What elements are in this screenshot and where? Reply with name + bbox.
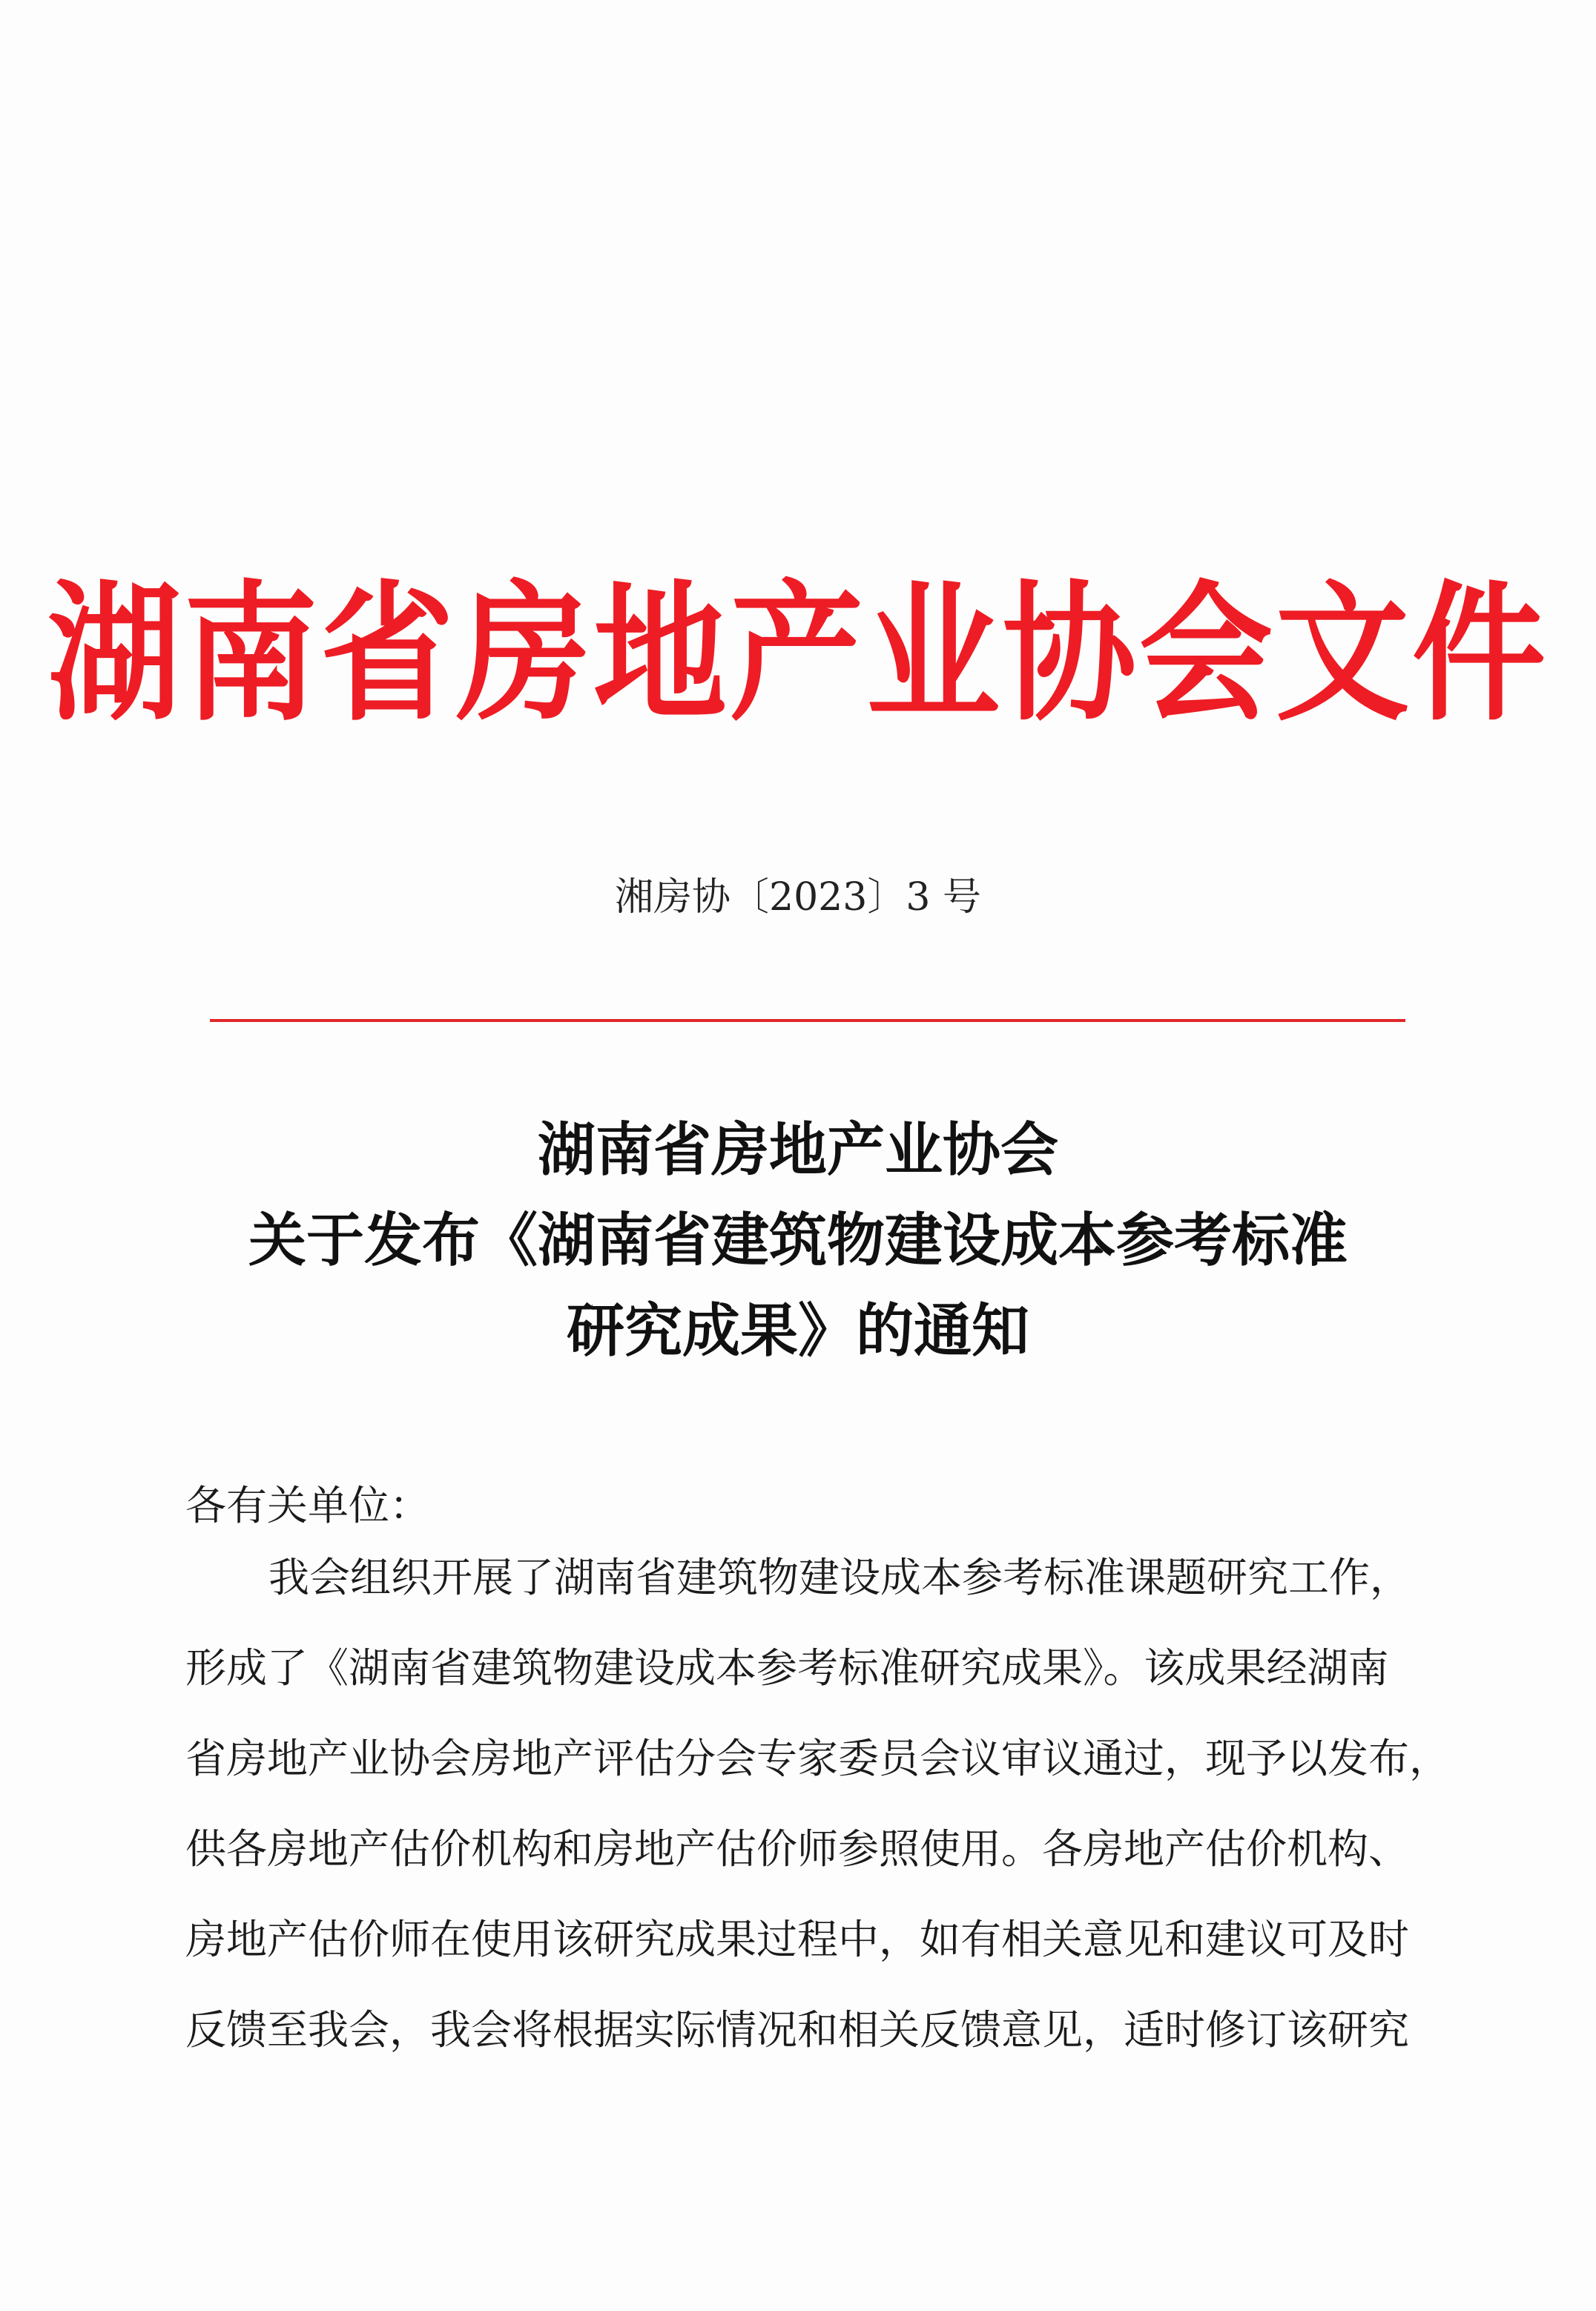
notice-title-line-2: 关于发布《湖南省建筑物建设成本参考标准 [248, 1207, 1348, 1274]
body-line: 反馈至我会，我会将根据实际情况和相关反馈意见，适时修订该研究 [185, 2006, 1410, 2054]
body-paragraph [185, 1532, 1451, 2075]
body-line: 房地产估价师在使用该研究成果过程中，如有相关意见和建议可及时 [185, 1916, 1410, 1963]
notice-title [0, 1105, 1596, 1377]
body-line: 形成了《湖南省建筑物建设成本参考标准研究成果》。该成果经湖南 [185, 1644, 1389, 1692]
body-line: 供各房地产估价机构和房地产估价师参照使用。各房地产估价机构、 [185, 1825, 1410, 1873]
body-line: 我会组织开展了湖南省建筑物建设成本参考标准课题研究工作， [268, 1554, 1411, 1601]
notice-title-line-1: 湖南省房地产业协会 [537, 1116, 1058, 1184]
masthead-title: 湖南省房地产业协会文件 [47, 567, 1549, 742]
salutation: 各有关单位： [185, 1482, 431, 1529]
document-number: 湘房协〔2023〕3 号 [615, 875, 981, 920]
red-divider-line [210, 1019, 1405, 1022]
notice-title-line-3: 研究成果》的通知 [566, 1297, 1029, 1365]
body-line: 省房地产业协会房地产评估分会专家委员会议审议通过，现予以发布， [185, 1735, 1451, 1782]
